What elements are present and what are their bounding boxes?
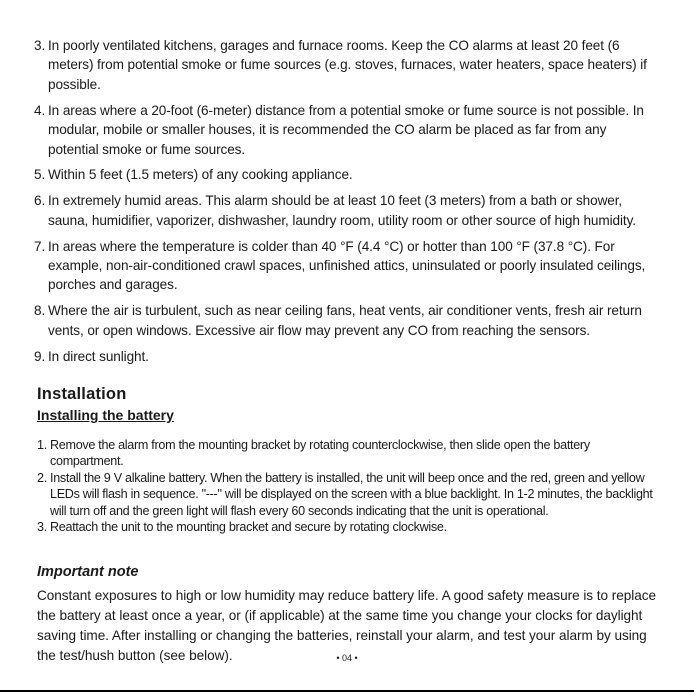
item-number: 3.: [34, 38, 46, 53]
list-item: [34, 301, 660, 340]
subsection-title: Installing the battery: [37, 407, 174, 423]
section-title: Installation: [37, 385, 127, 403]
item-text: In areas where a 20-foot (6-meter) distance from a potential smoke or fume source is not possible. In modular, mobile or smaller houses, it is recommended the CO alarm be placed as far from any potential smoke or fume sources.: [48, 102, 644, 157]
item-number: 7.: [34, 238, 46, 254]
step-number: 1.: [37, 438, 47, 452]
step-text: Remove the alarm from the mounting bracket by rotating counterclockwise, then slide open the battery compartment.: [50, 438, 590, 469]
item-text: In areas where the temperature is colder than 40 °F (4.4 °C) or hotter than 100 °F (37.8 °C). For example, non-air-conditioned crawl spaces, unfinished attics, uninsulated or poorly insulated ceilings, porches and garages.: [48, 238, 646, 293]
list-item: [34, 191, 660, 230]
list-item: [34, 165, 660, 184]
item-number: 5.: [34, 167, 46, 183]
list-item: [34, 237, 660, 295]
step-text: Reattach the unit to the mounting bracket and secure by rotating clockwise.: [50, 520, 447, 535]
item-number: 6.: [34, 193, 46, 209]
item-text: Within 5 feet (1.5 meters) of any cooking appliance.: [48, 167, 353, 183]
note-body: Constant exposures to high or low humidity may reduce battery life. A good safety measure is to replace the battery at least once a year, or (if applicable) at the same time you change your clocks for daylight saving time. After installing or changing the batteries, reinstall your alarm, and test your alarm by using the test/hush button (see below).: [37, 588, 656, 663]
item-text: Where the air is turbulent, such as near ceiling fans, heat vents, air conditioner vents, fresh air return vents, or open windows. Excessive air flow may prevent any CO from reaching the sensors.: [48, 303, 642, 338]
list-item: [34, 101, 660, 159]
step-item: [37, 519, 661, 535]
step-item: [37, 470, 661, 519]
page-number: • 04 •: [336, 653, 358, 663]
item-text: In direct sunlight.: [48, 348, 149, 364]
step-number: 2.: [37, 470, 47, 485]
list-item: [34, 347, 660, 366]
step-number: 3.: [37, 520, 47, 535]
item-number: 4.: [34, 102, 46, 118]
installation-steps: [37, 437, 661, 535]
placement-list: [34, 36, 660, 373]
step-item: [37, 437, 661, 470]
item-number: 8.: [34, 303, 46, 319]
note-title: Important note: [37, 564, 139, 580]
list-item: [34, 36, 660, 94]
bottom-rule: [0, 690, 694, 692]
step-text: Install the 9 V alkaline battery. When the battery is installed, the unit will beep once and the red, green and yellow LEDs will flash in sequence. "---" will be displayed on the screen with a blue backlight. In 1-2 minutes, the backlight will turn off and the green light will flash every 60 seconds indicating that the unit is operational.: [50, 470, 653, 518]
item-number: 9.: [34, 348, 46, 364]
item-text: In poorly ventilated kitchens, garages and furnace rooms. Keep the CO alarms at least 20 feet (6 meters) from potential smoke or fume sources (e.g. stoves, furnaces, water heaters, space heaters) if possible.: [48, 38, 647, 92]
item-text: In extremely humid areas. This alarm should be at least 10 feet (3 meters) from a bath or shower, sauna, humidifier, vaporizer, dishwasher, laundry room, utility room or other source of high humidity.: [48, 193, 636, 228]
